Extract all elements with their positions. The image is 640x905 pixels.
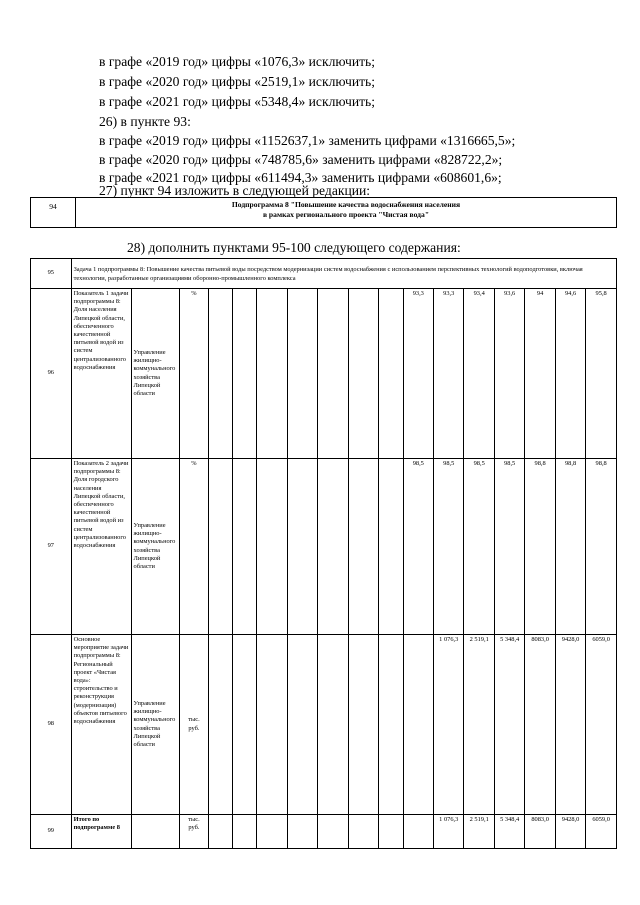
value-cell: 9428,0 bbox=[555, 635, 585, 815]
value-cell: 93,4 bbox=[464, 289, 494, 459]
task-description: Задача 1 подпрограммы 8: Повышение качества питьевой воды посредством модернизации систем водоснабжения с использованием перспективных технологий водоподготовки, включая технологии, разработанные организациями оборонно-промышленного комплекса bbox=[71, 259, 616, 289]
value-cell: 93,3 bbox=[434, 289, 464, 459]
amendment-line: в графе «2021 год» цифры «5348,4» исключить; bbox=[99, 94, 376, 109]
indicator-name: Итого по подпрограмме 8 bbox=[71, 815, 131, 849]
value-cell: 95,8 bbox=[586, 289, 617, 459]
value-cell: 5 348,4 bbox=[494, 635, 524, 815]
value-cell: 2 519,1 bbox=[464, 635, 494, 815]
value-cell: 98,5 bbox=[494, 459, 524, 635]
row-number: 99 bbox=[31, 815, 72, 849]
subprogram-title-line: Подпрограмма 8 "Повышение качества водоснабжения населения bbox=[231, 200, 461, 209]
unit: тыс. руб. bbox=[180, 815, 208, 849]
unit: % bbox=[180, 459, 208, 635]
subprogram-title bbox=[76, 198, 617, 228]
value-cell: 98,5 bbox=[403, 459, 433, 635]
value-cell: 1 076,3 bbox=[434, 815, 464, 849]
indicators-table bbox=[30, 258, 617, 849]
amendment-line: 26) в пункте 93: bbox=[99, 114, 191, 129]
table-row bbox=[31, 635, 617, 815]
value-cell: 2 519,1 bbox=[464, 815, 494, 849]
value-cell: 6059,0 bbox=[586, 815, 617, 849]
value-cell bbox=[403, 635, 433, 815]
value-cell: 98,5 bbox=[464, 459, 494, 635]
value-cell: 9428,0 bbox=[555, 815, 585, 849]
responsible-executor bbox=[131, 815, 180, 849]
value-cell: 94 bbox=[525, 289, 555, 459]
value-cell: 1 076,3 bbox=[434, 635, 464, 815]
responsible-executor: Управление жилищно-коммунального хозяйства Липецкой области bbox=[131, 635, 180, 815]
unit: % bbox=[180, 289, 208, 459]
indicator-name: Основное мероприятие задачи подпрограммы 8: Региональный проект «Чистая вода»: строительство и реконструкция (модернизация) объектов питьевого водоснабжения bbox=[71, 635, 131, 815]
amendment-line: в графе «2020 год» цифры «748785,6» заменить цифрами «828722,2»; bbox=[99, 152, 503, 167]
value-cell: 6059,0 bbox=[586, 635, 617, 815]
value-cell bbox=[403, 815, 433, 849]
row-number: 95 bbox=[31, 259, 72, 289]
row-number: 94 bbox=[31, 198, 76, 228]
value-cell: 94,6 bbox=[555, 289, 585, 459]
table-row bbox=[31, 289, 617, 459]
amendment-line: 27) пункт 94 изложить в следующей редакции: bbox=[99, 183, 371, 198]
value-cell: 93,3 bbox=[403, 289, 433, 459]
point-94-table bbox=[30, 197, 617, 228]
value-cell: 5 348,4 bbox=[494, 815, 524, 849]
value-cell: 98,8 bbox=[555, 459, 585, 635]
value-cell: 98,8 bbox=[586, 459, 617, 635]
amendment-line: 28) дополнить пунктами 95-100 следующего содержания: bbox=[127, 240, 461, 255]
indicator-name: Показатель 2 задачи подпрограммы 8: Доля городского населения Липецкой области, обеспеченного качественной питьевой водой из систем централизованного водоснабжения bbox=[71, 459, 131, 635]
amendment-line: в графе «2019 год» цифры «1152637,1» заменить цифрами «1316665,5»; bbox=[99, 133, 516, 148]
amendment-line: в графе «2020 год» цифры «2519,1» исключить; bbox=[99, 74, 376, 89]
value-cell: 8083,0 bbox=[525, 815, 555, 849]
subprogram-title-line: в рамках регионального проекта "Чистая вода" bbox=[262, 210, 430, 219]
amendment-line: в графе «2019 год» цифры «1076,3» исключить; bbox=[99, 54, 376, 69]
value-cell: 98,8 bbox=[525, 459, 555, 635]
value-cell: 93,6 bbox=[494, 289, 524, 459]
row-number: 97 bbox=[31, 459, 72, 635]
indicator-name: Показатель 1 задачи подпрограммы 8: Доля населения Липецкой области, обеспеченного качественной питьевой водой из систем централизованного водоснабжения bbox=[71, 289, 131, 459]
responsible-executor: Управление жилищно-коммунального хозяйства Липецкой области bbox=[131, 289, 180, 459]
amendment-line: в графе «2021 год» цифры «611494,3» заменить цифрами «608601,6»; bbox=[99, 170, 502, 185]
value-cell: 8083,0 bbox=[525, 635, 555, 815]
table-row bbox=[31, 815, 617, 849]
table-row bbox=[31, 459, 617, 635]
responsible-executor: Управление жилищно-коммунального хозяйства Липецкой области bbox=[131, 459, 180, 635]
unit: тыс. руб. bbox=[180, 635, 208, 815]
row-number: 98 bbox=[31, 635, 72, 815]
value-cell: 98,5 bbox=[434, 459, 464, 635]
row-number: 96 bbox=[31, 289, 72, 459]
